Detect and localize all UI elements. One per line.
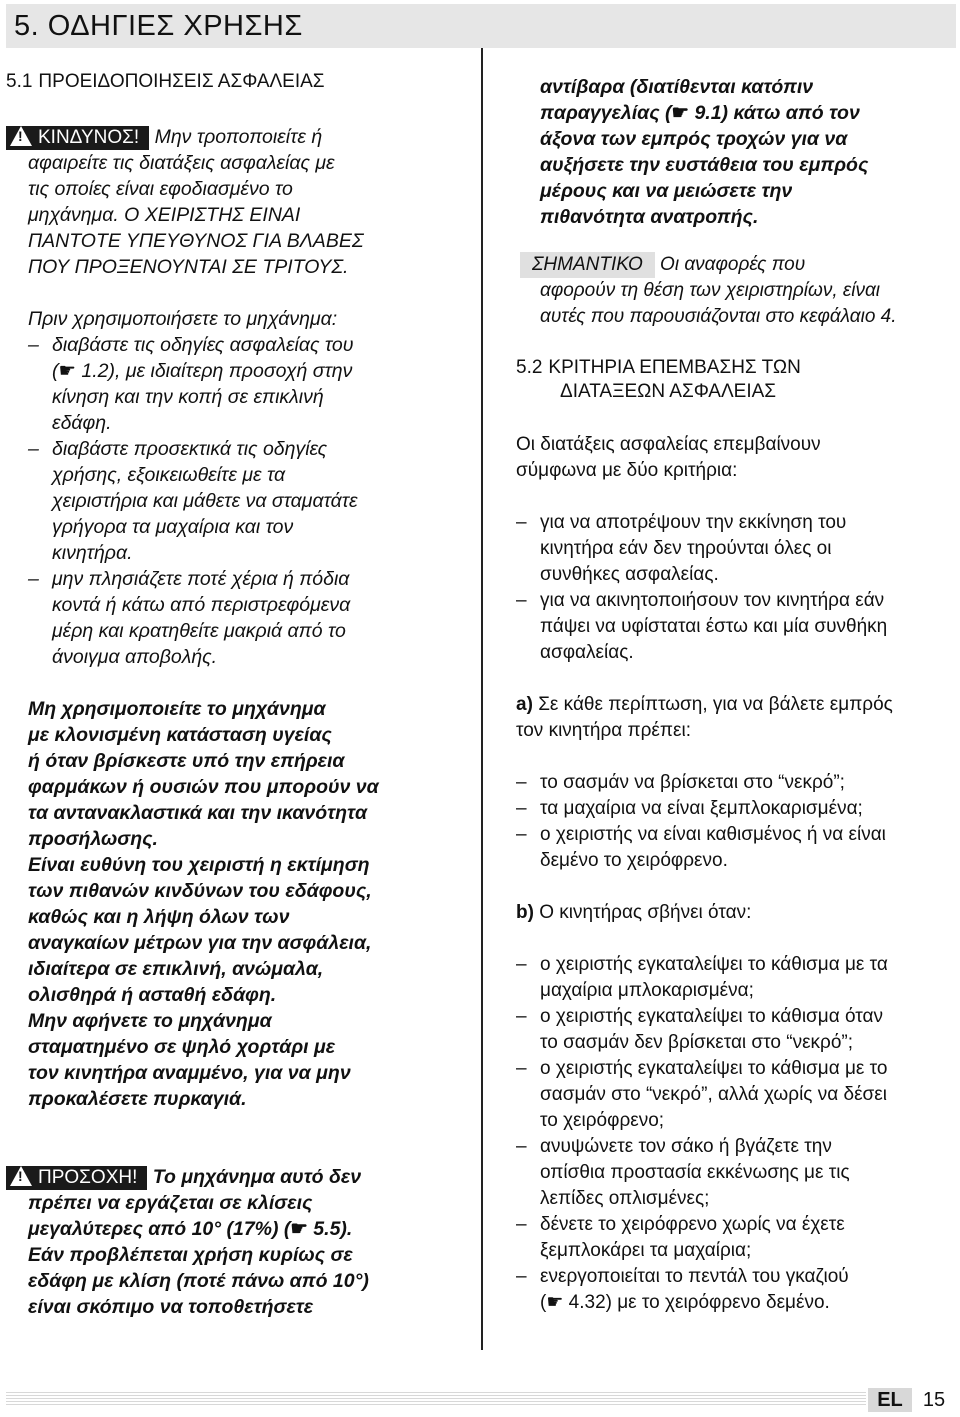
footer-stripe: [6, 1392, 866, 1406]
left-column: [6, 70, 473, 1320]
right-column: [516, 74, 956, 1316]
caution-warning: !ΠΡΟΣΟΧΗ! Το μηχάνημα αυτό δεν πρέπει να εργάζεται σε κλίσεις μεγαλύτερες από 10° (17%) (☛ 5.5). Εάν προβλέπεται χρήση κυρίως σε εδάφη με κλίση (ποτέ πάνω από 10°) είναι σκόπιμο να τοποθετήσετε: [6, 1164, 473, 1320]
important-note: ΣΗΜΑΝΤΙΚΟ Οι αναφορές που αφορούν τη θέση των χειριστηρίων, είναι αυτές που παρουσιάζονται στο κεφάλαιο 4.: [516, 252, 956, 330]
condition-b: b) Ο κινητήρας σβήνει όταν:: [516, 902, 752, 923]
list-item: – για να ακινητοποιήσουν τον κινητήρα εάν πάψει να υφίσταται έστω και μία συνθήκη ασφαλείας.: [516, 590, 888, 663]
chapter-header: [6, 4, 956, 48]
caution-continuation: αντίβαρα (διατίθενται κατόπιν παραγγελίας (☛ 9.1) κάτω από τον άξονα των εμπρός τροχών για να αυξήσετε την ευστάθεια του εμπρός μέρους και να μειώσετε την πιθανότητα ανατροπής.: [540, 76, 869, 228]
list-item: – τα μαχαίρια να είναι ξεμπλοκαρισμένα;: [516, 798, 863, 819]
chapter-title: 5. ΟΔΗΓΙΕΣ ΧΡΗΣΗΣ: [14, 10, 303, 42]
warning-triangle-icon: [10, 1166, 32, 1186]
list-item: – ο χειριστής εγκαταλείψει το κάθισμα όταν το σασμάν δεν βρίσκεται στο “νεκρό”;: [516, 1006, 884, 1053]
list-item: – ο χειριστής εγκαταλείψει το κάθισμα με το σασμάν στο “νεκρό”, αλλά χωρίς να δέσει το χειρόφρενο;: [516, 1058, 888, 1131]
list-item: – το σασμάν να βρίσκεται στο “νεκρό”;: [516, 772, 845, 793]
danger-badge: !ΚΙΝΔΥΝΟΣ!: [6, 126, 149, 150]
page-number: 15: [922, 1389, 946, 1411]
before-use-intro: Πριν χρησιμοποιήσετε το μηχάνημα:: [28, 308, 338, 330]
section-5-1-heading: 5.1 ΠΡΟΕΙΔΟΠΟΙΗΣΕΙΣ ΑΣΦΑΛΕΙΑΣ: [6, 71, 325, 92]
list-item: – ο χειριστής να είναι καθισμένος ή να είναι δεμένο το χειρόφρενο.: [516, 824, 886, 871]
pointing-hand-icon: ☛: [671, 102, 690, 124]
list-item: – δένετε το χειρόφρενο χωρίς να έχετε ξεμπλοκάρει τα μαχαίρια;: [516, 1214, 845, 1261]
section-5-2-heading: 5.2 ΚΡΙΤΗΡΙΑ ΕΠΕΜΒΑΣΗΣ ΤΩΝ ΔΙΑΤΑΞΕΩΝ ΑΣΦΑΛΕΙΑΣ: [516, 357, 801, 402]
language-code: EL: [868, 1388, 912, 1412]
list-item: – ο χειριστής εγκαταλείψει το κάθισμα με τα μαχαίρια μπλοκαρισμένα;: [516, 954, 888, 1001]
danger-warning: !ΚΙΝΔΥΝΟΣ! Μην τροποποιείτε ή αφαιρείτε τις διατάξεις ασφαλείας με τις οποίες είναι εφοδιασμένο το μηχάνημα. Ο ΧΕΙΡΙΣΤΗΣ ΕΙΝΑΙ ΠΑΝΤΟΤΕ ΥΠΕΥΘΥΝΟΣ ΓΙΑ ΒΛΑΒΕΣ ΠΟΥ ΠΡΟΞΕΝΟΥΝΤΑΙ ΣΕ ΤΡΙΤΟΥΣ.: [6, 124, 473, 280]
column-divider: [481, 48, 483, 1350]
criteria-list: [516, 510, 956, 666]
pointing-hand-icon: ☛: [58, 360, 76, 382]
list-item: – ανυψώνετε τον σάκο ή βγάζετε την οπίσθια προστασία εκκένωσης με τις λεπίδες οπλισμένες;: [516, 1136, 850, 1209]
condition-a-list: [516, 770, 956, 874]
criteria-intro: Οι διατάξεις ασφαλείας επεμβαίνουν σύμφωνα με δύο κριτήρια:: [516, 434, 821, 481]
list-item: – διαβάστε προσεκτικά τις οδηγίες χρήσης, εξοικειωθείτε με τα χειριστήρια και μάθετε να σταματάτε γρήγορα τα μαχαίρια και τον κινητήρα.: [28, 438, 358, 564]
important-badge: ΣΗΜΑΝΤΙΚΟ: [520, 252, 655, 278]
condition-b-list: [516, 952, 956, 1316]
list-item: – ενεργοποιείται το πεντάλ του γκαζιού (☛ 4.32) με το χειρόφρενο δεμένο.: [516, 1264, 956, 1316]
list-item: – διαβάστε τις οδηγίες ασφαλείας του (☛ 1.2), με ιδιαίτερη προσοχή στην κίνηση και την κοπή σε επικλινή εδάφη.: [28, 334, 354, 434]
caution-badge: !ΠΡΟΣΟΧΗ!: [6, 1166, 147, 1190]
condition-a: a) Σε κάθε περίπτωση, για να βάλετε εμπρός τον κινητήρα πρέπει:: [516, 694, 893, 741]
warning-triangle-icon: [10, 126, 32, 146]
pointing-hand-icon: ☛: [546, 1292, 564, 1313]
pointing-hand-icon: ☛: [290, 1218, 308, 1240]
list-item: – μην πλησιάζετε ποτέ χέρια ή πόδια κοντά ή κάτω από περιστρεφόμενα μέρη και κρατηθείτε μακριά από το άνοιγμα αποβολής.: [28, 568, 351, 668]
health-warning-block: Μη χρησιμοποιείτε το μηχάνημα με κλονισμένη κατάσταση υγείας ή όταν βρίσκεστε υπό την επήρεια φαρμάκων ή ουσιών που μπορούν να τα αντανακλαστικά και την ικανότητα προσήλωσης. Είναι ευθύνη του χειριστή η εκτίμηση των πιθανών κινδύνων του εδάφους, καθώς και η λήψη όλων των αναγκαίων μέτρων για την ασφάλεια, ιδιαίτερα σε επικλινή, ανώμαλα, ολισθηρά ή ασταθή εδάφη. Μην αφήνετε το μηχάνημα σταματημένο σε ψηλό χορτάρι με τον κινητήρα αναμμένο, για να μην προκαλέσετε πυρκαγιά.: [28, 698, 379, 1110]
list-item: – για να αποτρέψουν την εκκίνηση του κινητήρα εάν δεν τηρούνται όλες οι συνθήκες ασφαλείας.: [516, 512, 847, 585]
before-use-block: [28, 306, 473, 670]
